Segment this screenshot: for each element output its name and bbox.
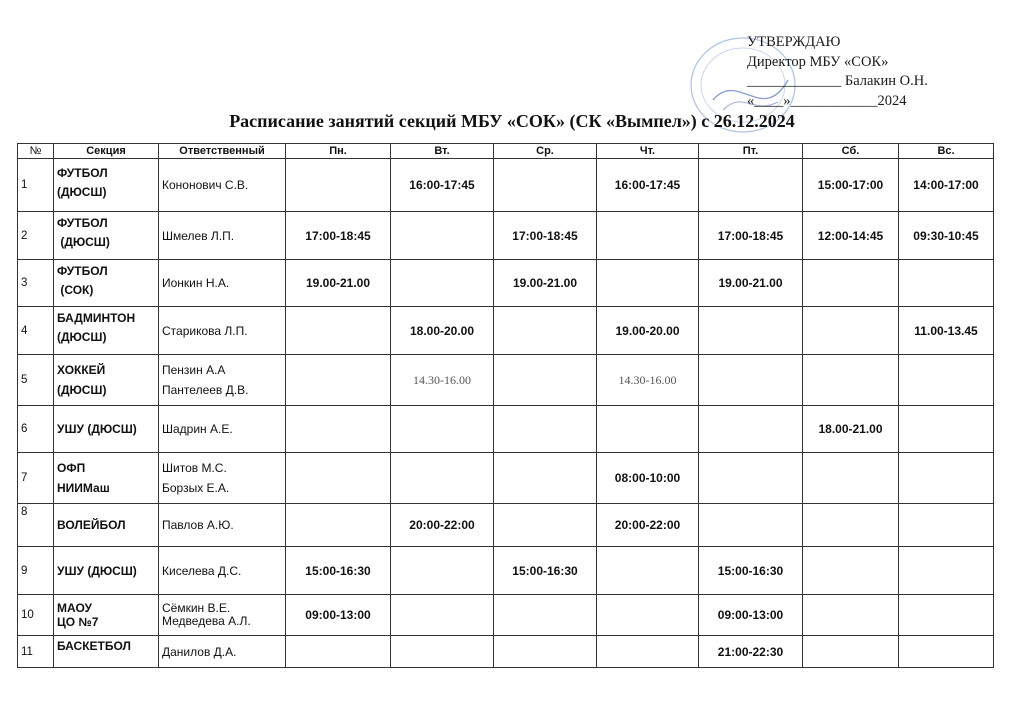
approval-director: Директор МБУ «СОК» [747, 53, 889, 70]
time-cell: 11.00-13.45 [899, 307, 994, 355]
responsible-name: Шадрин А.Е. [162, 422, 233, 436]
schedule-table [17, 143, 994, 668]
time-cell [899, 406, 994, 453]
section-cell [54, 547, 159, 595]
document-title: Расписание занятий секций МБУ «СОК» (СК «Вымпел») с 26.12.2024 [229, 111, 795, 131]
time-cell [899, 260, 994, 307]
table-row [18, 212, 994, 260]
time-cell [494, 355, 597, 406]
column-header: Пт. [699, 144, 803, 159]
section-name: БАСКЕТБОЛ [57, 639, 131, 653]
section-cell [54, 212, 159, 260]
time-cell: 15:00-16:30 [286, 547, 391, 595]
section-name: БАДМИНТОН [57, 311, 136, 325]
table-row [18, 595, 994, 636]
time-cell [494, 159, 597, 212]
table-row [18, 355, 994, 406]
time-cell: 17:00-18:45 [494, 212, 597, 260]
time-cell: 14.30-16.00 [597, 355, 699, 406]
row-number: 4 [18, 307, 54, 355]
column-header: Секция [54, 144, 159, 159]
time-cell [286, 159, 391, 212]
section-name: ОФП [57, 461, 86, 475]
time-cell [699, 453, 803, 504]
approval-heading: УТВЕРЖДАЮ [747, 34, 841, 50]
section-cell [54, 504, 159, 547]
time-cell: 20:00-22:00 [597, 504, 699, 547]
time-cell: 15:00-16:30 [699, 547, 803, 595]
time-cell [494, 307, 597, 355]
time-cell [803, 636, 899, 668]
responsible-name: Медведева А.Л. [162, 614, 251, 628]
time-cell [899, 504, 994, 547]
row-number: 10 [18, 595, 54, 636]
section-cell [54, 406, 159, 453]
row-number: 1 [18, 159, 54, 212]
time-cell [899, 355, 994, 406]
time-cell [391, 547, 494, 595]
row-number: 3 [18, 260, 54, 307]
time-cell [803, 355, 899, 406]
section-org: (ДЮСШ) [57, 184, 107, 199]
section-name: ФУТБОЛ [57, 263, 108, 278]
approval-block [747, 33, 928, 111]
section-cell [54, 636, 159, 668]
section-cell [54, 595, 159, 636]
time-cell: 15:00-17:00 [803, 159, 899, 212]
time-cell [597, 547, 699, 595]
section-org: (ДЮСШ) [57, 383, 107, 397]
column-header: Чт. [597, 144, 699, 159]
time-cell: 20:00-22:00 [391, 504, 494, 547]
time-cell [899, 595, 994, 636]
time-cell [391, 453, 494, 504]
row-number: 6 [18, 406, 54, 453]
time-cell [391, 636, 494, 668]
time-cell [899, 547, 994, 595]
section-name: ФУТБОЛ [57, 216, 108, 230]
time-cell [597, 595, 699, 636]
section-org: ЦО №7 [57, 615, 99, 629]
time-cell: 18.00-20.00 [391, 307, 494, 355]
row-number: 11 [18, 636, 54, 668]
responsible-cell [159, 355, 286, 406]
approval-date-line: «____»____________2024 [747, 92, 907, 109]
responsible-cell [159, 453, 286, 504]
responsible-name: Данилов Д.А. [162, 644, 237, 659]
row-number: 9 [18, 547, 54, 595]
time-cell: 09:30-10:45 [899, 212, 994, 260]
time-cell [286, 504, 391, 547]
time-cell [803, 504, 899, 547]
section-name: УШУ (ДЮСШ) [57, 422, 137, 436]
table-row [18, 453, 994, 504]
time-cell: 08:00-10:00 [597, 453, 699, 504]
responsible-cell [159, 212, 286, 260]
table-row [18, 504, 994, 547]
section-org: (ДЮСШ) [57, 330, 107, 344]
section-cell [54, 159, 159, 212]
responsible-cell [159, 159, 286, 212]
time-cell: 21:00-22:30 [699, 636, 803, 668]
time-cell [699, 159, 803, 212]
responsible-name: Шмелев Л.П. [162, 228, 235, 243]
column-header: Пн. [286, 144, 391, 159]
time-cell: 14.30-16.00 [391, 355, 494, 406]
time-cell [597, 636, 699, 668]
responsible-name: Павлов А.Ю. [162, 518, 234, 532]
responsible-cell [159, 636, 286, 668]
time-cell [699, 504, 803, 547]
table-row [18, 406, 994, 453]
responsible-name: Борзых Е.А. [162, 481, 230, 495]
time-cell [494, 636, 597, 668]
responsible-cell [159, 307, 286, 355]
time-cell: 14:00-17:00 [899, 159, 994, 212]
time-cell [286, 355, 391, 406]
table-row [18, 547, 994, 595]
responsible-name: Пантелеев Д.В. [162, 383, 249, 397]
time-cell [494, 453, 597, 504]
time-cell: 19.00-21.00 [699, 260, 803, 307]
time-cell: 09:00-13:00 [286, 595, 391, 636]
section-cell [54, 307, 159, 355]
responsible-name: Шитов М.С. [162, 461, 227, 475]
time-cell [597, 406, 699, 453]
row-number: 2 [18, 212, 54, 260]
time-cell: 19.00-21.00 [286, 260, 391, 307]
time-cell: 12:00-14:45 [803, 212, 899, 260]
section-cell [54, 260, 159, 307]
responsible-cell [159, 406, 286, 453]
time-cell: 16:00-17:45 [391, 159, 494, 212]
time-cell [803, 547, 899, 595]
time-cell: 19.00-21.00 [494, 260, 597, 307]
time-cell [699, 355, 803, 406]
time-cell: 17:00-18:45 [286, 212, 391, 260]
section-org: (СОК) [57, 282, 94, 297]
time-cell [597, 212, 699, 260]
column-header: Вс. [899, 144, 994, 159]
responsible-cell [159, 260, 286, 307]
time-cell: 19.00-20.00 [597, 307, 699, 355]
time-cell: 18.00-21.00 [803, 406, 899, 453]
time-cell [803, 595, 899, 636]
column-header: Вт. [391, 144, 494, 159]
time-cell: 09:00-13:00 [699, 595, 803, 636]
row-number: 5 [18, 355, 54, 406]
section-name: ХОККЕЙ [57, 363, 106, 377]
row-number: 8 [18, 504, 54, 547]
time-cell [899, 636, 994, 668]
time-cell [597, 260, 699, 307]
responsible-name: Сёмкин В.Е. [162, 601, 231, 615]
section-cell [54, 453, 159, 504]
time-cell [391, 260, 494, 307]
time-cell [286, 453, 391, 504]
table-row [18, 636, 994, 668]
section-name: МАОУ [57, 601, 93, 615]
time-cell [494, 595, 597, 636]
responsible-cell [159, 504, 286, 547]
time-cell: 16:00-17:45 [597, 159, 699, 212]
section-cell [54, 355, 159, 406]
table-row [18, 307, 994, 355]
time-cell [803, 307, 899, 355]
time-cell [699, 406, 803, 453]
responsible-name: Ионкин Н.А. [162, 276, 230, 290]
responsible-cell [159, 595, 286, 636]
time-cell [899, 453, 994, 504]
section-org: НИИМаш [57, 481, 110, 495]
table-row [18, 159, 994, 212]
responsible-name: Пензин А.А [162, 363, 226, 377]
column-header: Сб. [803, 144, 899, 159]
table-row [18, 260, 994, 307]
column-header: Ср. [494, 144, 597, 159]
time-cell [286, 406, 391, 453]
time-cell [494, 406, 597, 453]
responsible-name: Старикова Л.П. [162, 323, 248, 338]
section-org: (ДЮСШ) [57, 235, 110, 249]
time-cell [391, 595, 494, 636]
table-header-row [18, 144, 994, 159]
column-header: № [18, 144, 54, 159]
time-cell [391, 406, 494, 453]
approval-signature-line: _____________ Балакин О.Н. [747, 73, 928, 89]
responsible-name: Кононович С.В. [162, 178, 249, 192]
time-cell [286, 636, 391, 668]
section-name: УШУ (ДЮСШ) [57, 563, 137, 578]
time-cell: 17:00-18:45 [699, 212, 803, 260]
section-name: ФУТБОЛ [57, 165, 108, 180]
time-cell: 15:00-16:30 [494, 547, 597, 595]
responsible-name: Киселева Д.С. [162, 563, 242, 578]
responsible-cell [159, 547, 286, 595]
section-name: ВОЛЕЙБОЛ [57, 518, 126, 532]
row-number: 7 [18, 453, 54, 504]
time-cell [286, 307, 391, 355]
column-header: Ответственный [159, 144, 286, 159]
time-cell [391, 212, 494, 260]
time-cell [803, 260, 899, 307]
time-cell [494, 504, 597, 547]
time-cell [699, 307, 803, 355]
time-cell [803, 453, 899, 504]
